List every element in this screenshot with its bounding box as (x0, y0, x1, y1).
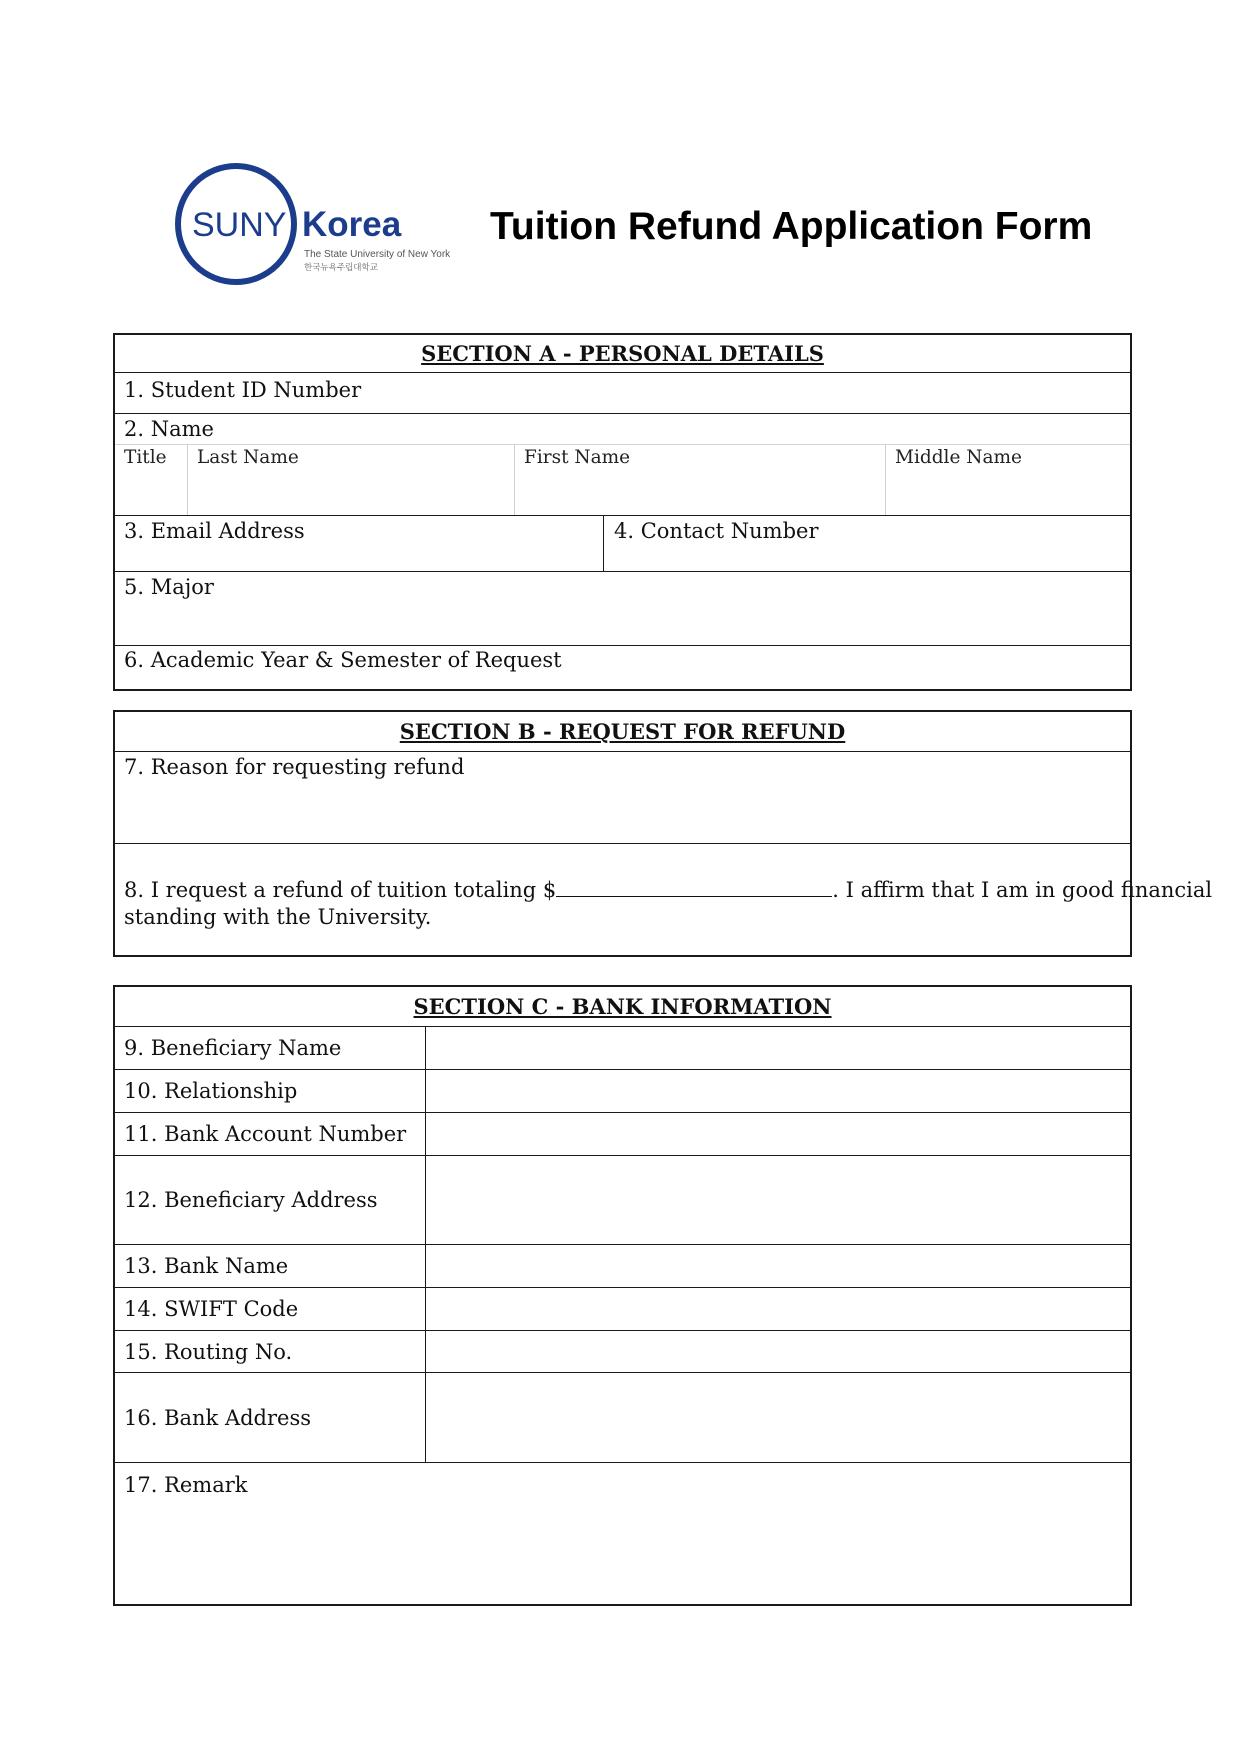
name-row (115, 414, 1130, 516)
form-title: Tuition Refund Application Form (490, 205, 1093, 248)
email-contact-row (115, 516, 1130, 572)
student-id-label: 1. Student ID Number (124, 378, 362, 402)
major-row[interactable] (115, 572, 1130, 646)
refund-statement (115, 876, 1212, 931)
last-name-label: Last Name (197, 447, 299, 468)
relationship-row (115, 1070, 1130, 1113)
contact-field[interactable] (605, 516, 1130, 571)
reason-label: 7. Reason for requesting refund (124, 755, 465, 779)
routing-no-row (115, 1331, 1130, 1373)
remark-row[interactable] (115, 1463, 1130, 1606)
beneficiary-address-field[interactable] (425, 1156, 1130, 1244)
bank-address-field[interactable] (425, 1373, 1130, 1462)
refund-prefix-text: 8. I request a refund of tuition totaling $ (124, 878, 557, 902)
bank-address-row (115, 1373, 1130, 1463)
swift-code-label: 14. SWIFT Code (124, 1297, 299, 1321)
section-c-heading: SECTION C - BANK INFORMATION (115, 987, 1130, 1027)
academic-year-row[interactable] (115, 646, 1130, 691)
email-field[interactable] (115, 516, 603, 571)
relationship-field[interactable] (425, 1070, 1130, 1112)
middle-name-label: Middle Name (895, 447, 1022, 468)
refund-amount-blank[interactable] (556, 876, 832, 897)
bank-address-label: 16. Bank Address (124, 1405, 312, 1430)
title-label: Title (124, 447, 167, 468)
section-b-request-for-refund (113, 710, 1213, 957)
beneficiary-name-label: 9. Beneficiary Name (124, 1036, 342, 1060)
logo-korea-text: Korea (302, 205, 402, 244)
reason-row[interactable] (115, 752, 1130, 844)
logo-korean-name: 한국뉴욕주립대학교 (304, 263, 378, 273)
student-id-row[interactable] (115, 373, 1130, 414)
refund-line2-text: standing with the University. (124, 905, 432, 929)
suny-korea-logo (174, 162, 474, 290)
section-b-heading: SECTION B - REQUEST FOR REFUND (115, 712, 1130, 752)
beneficiary-name-row (115, 1027, 1130, 1070)
swift-code-row (115, 1288, 1130, 1331)
remark-label: 17. Remark (124, 1473, 248, 1497)
routing-no-label: 15. Routing No. (124, 1339, 293, 1364)
section-a-personal-details (113, 333, 1132, 691)
bank-account-number-label: 11. Bank Account Number (124, 1122, 407, 1146)
bank-account-number-field[interactable] (425, 1113, 1130, 1155)
beneficiary-address-row (115, 1156, 1130, 1245)
first-name-label: First Name (524, 447, 631, 468)
major-label: 5. Major (124, 575, 214, 599)
beneficiary-address-label: 12. Beneficiary Address (124, 1188, 378, 1212)
routing-no-field[interactable] (425, 1331, 1130, 1372)
name-label: 2. Name (115, 414, 1130, 445)
swift-code-field[interactable] (425, 1288, 1130, 1330)
section-c-bank-information (113, 985, 1132, 1606)
logo-tagline: The State University of New York (304, 249, 451, 260)
relationship-label: 10. Relationship (124, 1079, 298, 1103)
academic-year-label: 6. Academic Year & Semester of Request (124, 648, 562, 672)
refund-statement-row (115, 844, 1213, 955)
bank-name-field[interactable] (425, 1245, 1130, 1287)
email-contact-divider (603, 516, 604, 571)
contact-label: 4. Contact Number (614, 519, 819, 543)
beneficiary-name-field[interactable] (425, 1027, 1130, 1069)
bank-account-number-row (115, 1113, 1130, 1156)
email-label: 3. Email Address (124, 519, 305, 543)
bank-name-row (115, 1245, 1130, 1288)
refund-suffix-text: . I affirm that I am in good financial (832, 878, 1213, 902)
bank-name-label: 13. Bank Name (124, 1254, 289, 1278)
section-a-heading: SECTION A - PERSONAL DETAILS (115, 335, 1130, 373)
logo-suny-text: SUNY (192, 206, 287, 244)
